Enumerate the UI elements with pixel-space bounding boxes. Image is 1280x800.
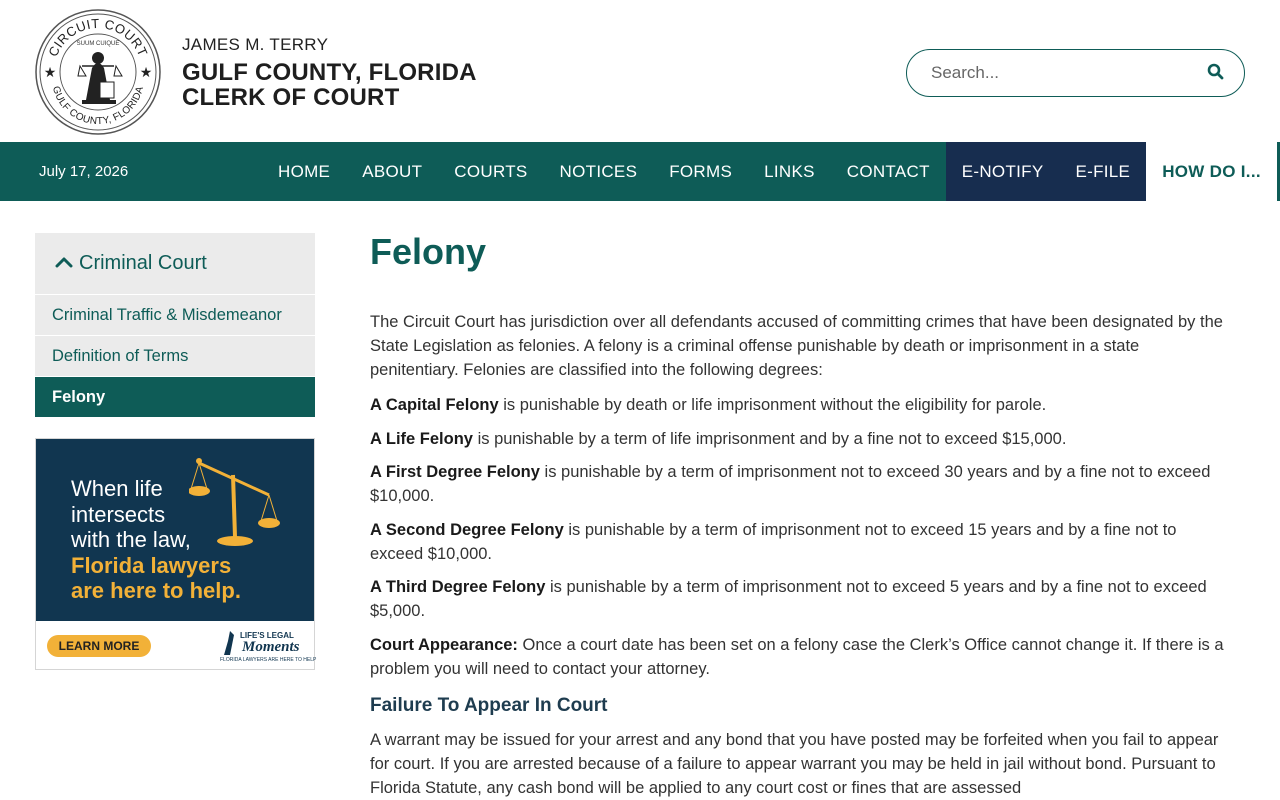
logo-figure-icon — [220, 629, 240, 657]
brand-block[interactable] — [182, 36, 477, 110]
nav-about[interactable]: ABOUT — [362, 161, 423, 181]
nav-forms[interactable]: FORMS — [669, 161, 733, 181]
ad-line-3: with the law, — [71, 527, 191, 552]
degree-text: is punishable by a term of life imprisonment and by a fine not to exceed $15,000. — [472, 430, 1067, 448]
search-input[interactable] — [931, 50, 1191, 95]
degree-term: A Third Degree Felony — [370, 578, 546, 596]
sidebar-heading-label: Criminal Court — [79, 252, 207, 274]
nav-notices[interactable]: NOTICES — [559, 161, 638, 181]
second-degree-felony-paragraph — [370, 518, 1230, 566]
nav-how-do-i[interactable]: HOW DO I... — [1146, 142, 1277, 201]
main-content — [370, 230, 1230, 797]
nav-links[interactable]: LINKS — [764, 161, 815, 181]
sidebar-item-definition-of-terms[interactable]: Definition of Terms — [35, 336, 315, 376]
third-degree-felony-paragraph — [370, 575, 1230, 623]
nav-contact[interactable]: CONTACT — [846, 161, 930, 181]
main-navbar — [0, 142, 1280, 201]
ad-message — [71, 476, 241, 604]
ad-line-4: Florida lawyers — [71, 552, 232, 578]
nav-home[interactable]: HOME — [278, 161, 331, 181]
sidebar-item-felony[interactable]: Felony — [35, 377, 315, 417]
degree-text: Once a court date has been set on a felony case the Clerk’s Office cannot change it. If there is a problem you will need to contact your attorney. — [370, 636, 1224, 678]
sidebar-heading-criminal-court[interactable] — [35, 233, 315, 294]
ad-line-2: intersects — [71, 501, 166, 527]
nav-e-file[interactable]: E-FILE — [1059, 142, 1146, 201]
county-name: GULF COUNTY, FLORIDA — [182, 59, 477, 86]
intro-paragraph: The Circuit Court has jurisdiction over all defendants accused of committing crimes that have been designated by the State Legislation as felonies. A felony is a criminal offense punishable by death or imprisonment in a state penitentiary. Felonies are classified into the following degrees: — [370, 313, 1223, 379]
ad-banner — [36, 439, 314, 621]
first-degree-felony-paragraph — [370, 460, 1230, 508]
page-title: Felony — [370, 231, 487, 272]
nav-e-notify[interactable]: E-NOTIFY — [946, 142, 1060, 201]
svg-text:★: ★ — [43, 64, 57, 80]
nav-courts[interactable]: COURTS — [454, 161, 528, 181]
site-header — [0, 0, 1280, 142]
degree-term: A Life Felony — [370, 430, 473, 448]
sidebar-item-criminal-traffic[interactable]: Criminal Traffic & Misdemeanor — [35, 295, 315, 335]
seal-motto: SUUM CUIQUE — [76, 41, 120, 47]
nav-menu — [262, 142, 1277, 201]
ad-line-1: When life — [71, 476, 163, 501]
logo-line-1: LIFE'S LEGAL — [240, 631, 294, 640]
degree-term: A Capital Felony — [370, 396, 499, 414]
office-name: CLERK OF COURT — [182, 84, 400, 111]
degree-text: is punishable by a term of imprisonment not to exceed 5 years and by a fine not to exceed $5,000. — [370, 578, 1207, 620]
current-date: July 17, 2026 — [39, 163, 129, 180]
degree-term: Court Appearance: — [370, 636, 518, 654]
degree-text: is punishable by a term of imprisonment not to exceed 30 years and by a fine not to exceed $10,000. — [370, 463, 1211, 505]
search-icon[interactable] — [1206, 62, 1226, 82]
degree-text: is punishable by death or life imprisonment without the eligibility for parole. — [498, 396, 1047, 414]
court-appearance-paragraph — [370, 633, 1230, 681]
court-seal-logo[interactable] — [34, 8, 162, 136]
logo-tagline: FLORIDA LAWYERS ARE HERE TO HELP — [220, 657, 317, 663]
failure-to-appear-heading: Failure To Appear In Court — [370, 695, 608, 716]
learn-more-button[interactable]: LEARN MORE — [47, 635, 151, 657]
svg-text:★: ★ — [139, 64, 153, 80]
ad-line-5: are here to help. — [71, 578, 241, 603]
florida-bar-ad[interactable] — [35, 438, 315, 670]
degree-text: is punishable by a term of imprisonment not to exceed 15 years and by a fine not to exceed $10,000. — [370, 521, 1177, 563]
failure-to-appear-paragraph: A warrant may be issued for your arrest and any bond that you have posted may be forfeited when you fail to appear for court. If you are arrested because of a failure to appear warrant you may be held in jail without bond. Pursuant to Florida Statute, any cash bond will be applied to any court cost or fines that are assessed — [370, 731, 1219, 797]
seal-top-text: CIRCUIT COURT — [45, 15, 151, 59]
logo-line-2: Moments — [242, 639, 300, 655]
degree-term: A Second Degree Felony — [370, 521, 564, 539]
clerk-name: JAMES M. TERRY — [182, 35, 329, 54]
degree-term: A First Degree Felony — [370, 463, 540, 481]
lifes-legal-moments-logo — [220, 629, 317, 665]
life-felony-paragraph — [370, 427, 1230, 451]
search-box — [906, 49, 1245, 97]
seal-bottom-text: GULF COUNTY, FLORIDA — [49, 85, 147, 128]
capital-felony-paragraph — [370, 393, 1230, 417]
chevron-up-icon — [55, 255, 73, 273]
